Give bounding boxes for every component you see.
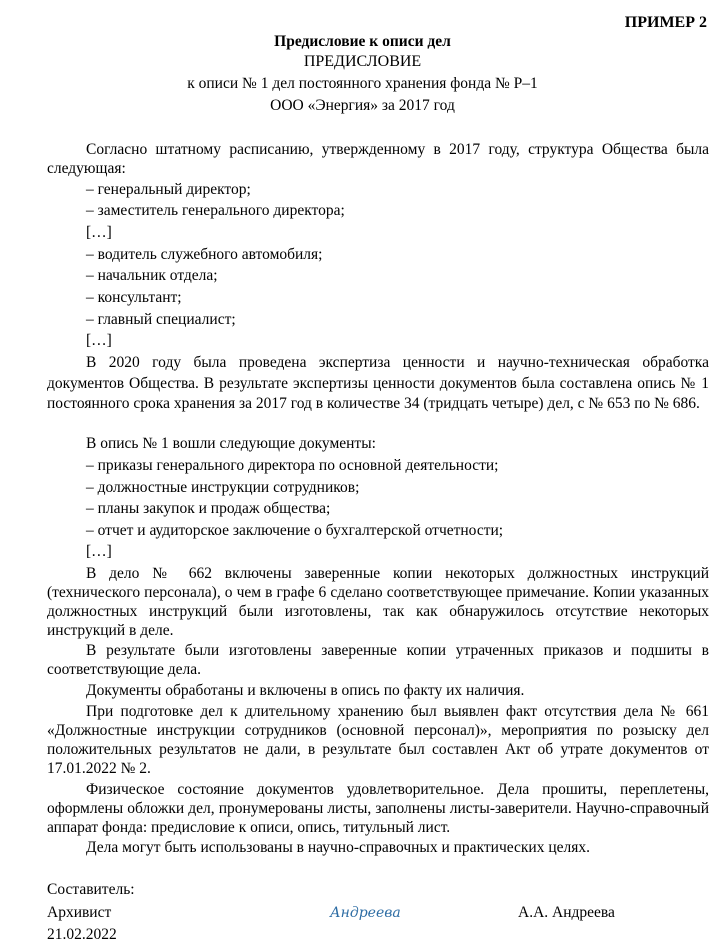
paragraph-case-662: В дело № 662 включены заверенные копии некоторых должностных инструкций (технического персонала), о чем в графе 6 сделано соответствующее примечание. Копии указанных должностных инструкций были изготовлены, так как обнаружилось отсутствие некоторых инструкций в деле. [47, 565, 709, 639]
preface-heading: ПРЕДИСЛОВИЕ [303, 53, 422, 70]
inventory-subtitle: к описи № 1 дел постоянного хранения фонда № Р–1 [187, 75, 538, 92]
paragraph-usage: Дела могут быть использованы в научно-справочных и практических целях. [86, 839, 591, 856]
organization-subtitle: ООО «Энергия» за 2017 год [270, 97, 455, 114]
list-item: – начальник отдела; [86, 267, 218, 284]
compilation-date: 21.02.2022 [47, 926, 117, 943]
list-item: – планы закупок и продаж общества; [86, 500, 331, 517]
list-item: – водитель служебного автомобиля; [86, 246, 323, 263]
compiler-position: Архивист [47, 904, 112, 921]
list-item: – генеральный директор; [86, 181, 251, 198]
paragraph-physical-state: Физическое состояние документов удовлетворительное. Дела прошиты, переплетены, оформлены обложки дел, пронумерованы листы, заполнены листы-заверители. Научно-справочный аппарат фонда: предисловие к описи, опись, титульный лист. [47, 781, 709, 836]
handwritten-signature: Андреева [330, 905, 401, 921]
list-item: – заместитель генерального директора; [86, 202, 345, 219]
list-item: – приказы генерального директора по основной деятельности; [86, 457, 499, 474]
example-label: ПРИМЕР 2 [624, 14, 707, 31]
paragraph-processed: Документы обработаны и включены в опись по факту их наличия. [86, 682, 525, 699]
paragraph-structure: Согласно штатному расписанию, утвержденному в 2017 году, структура Общества была следующая: [47, 141, 709, 177]
compiler-label: Составитель: [47, 881, 135, 898]
paragraph-inventory-intro: В опись № 1 вошли следующие документы: [86, 435, 376, 452]
list-item: […] [86, 332, 112, 349]
paragraph-expertise: В 2020 году была проведена экспертиза ценности и научно-техническая обработка документов Общества. В результате экспертизы ценности документов была составлена опись № 1 постоянного срока хранения за 2017 год в количестве 34 (тридцать четыре) дел, с № 653 по № 686. [47, 354, 709, 412]
list-item: […] [86, 543, 112, 560]
paragraph-copies: В результате были изготовлены заверенные копии утраченных приказов и подшиты в соответствующие дела. [47, 642, 709, 678]
list-item: – отчет и аудиторское заключение о бухгалтерской отчетности; [86, 522, 504, 539]
list-item: – главный специалист; [86, 311, 236, 328]
list-item: – консультант; [86, 289, 182, 306]
list-item: […] [86, 224, 112, 241]
compiler-name: А.А. Андреева [518, 904, 615, 921]
paragraph-missing-case: При подготовке дел к длительному хранению был выявлен факт отсутствия дела № 661 «Должностные инструкции сотрудников (основной персонал)», мероприятия по розыску дел положительных результатов не дали, в результате был составлен Акт об утрате документов от 17.01.2022 № 2. [47, 703, 709, 777]
document-title: Предисловие к описи дел [274, 33, 451, 50]
list-item: – должностные инструкции сотрудников; [86, 479, 360, 496]
